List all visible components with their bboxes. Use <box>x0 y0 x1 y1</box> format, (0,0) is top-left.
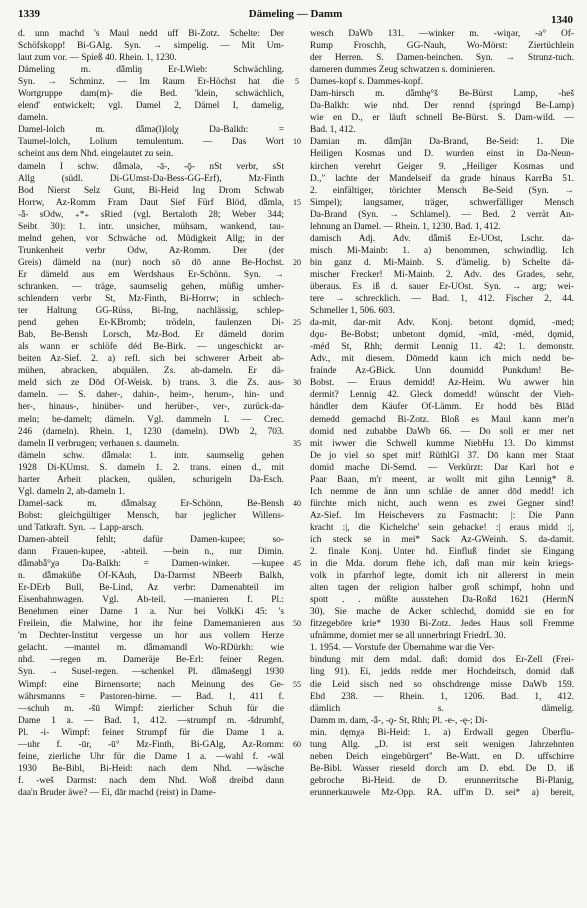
text-line: Damel-lolch m. dǟmǝ(l)lol̥χ Da-Balkh: = <box>18 125 284 136</box>
text-line: dameln I schw. dǟmǝlǝ, -ā-, -ǭ- nSt verbr, sSt <box>18 161 284 172</box>
text-line: dǫu- Be-Bobst; unbetont dǫmíd, -mīd, -méd, dǫmid, <box>310 330 574 341</box>
right-column <box>310 28 574 799</box>
text-line: Greis) dämeld na (nur) noch sō dō anne Be-Hochst. <box>18 257 284 268</box>
line-number: 10 <box>293 137 301 147</box>
text-line: der Herren. S. Damen-beinchen. Syn. → Strunz-tuch. <box>310 53 574 64</box>
text-line: min. dęmχǝ Bi-Heid: 1. a) Erdwall gegen Überflu- <box>310 727 574 738</box>
text-line: D.," lachte der Mandelseif da grade hinaus KarrBa 51. <box>310 173 574 184</box>
text-line: melnd gehen, vor Schwäche od. Müdigkeit Allg; in der <box>18 233 284 244</box>
text-line: Damm m. dam, -ǟ-, -ǫ- St, Rhh; Pl. -e-, -ę-; Di- <box>310 715 488 726</box>
line-number: 60 <box>293 739 301 749</box>
text-line: Rump Froschh, GG-Nauh, Wo-Mörst: Ziertüchlein <box>310 41 574 52</box>
text-line: Wortgruppe dam(m)- die Bed. 'klein, schwächlich, <box>18 89 284 100</box>
text-line: Benehmen einer Dame 1 a. Nur bei VolkKi 45: 's <box>18 607 284 618</box>
text-line: dameln II verbrugen; verhauen s. daumeln. <box>18 438 180 449</box>
text-line: in die Mda. dorum flehe ich, daß man mir kein kriegs- <box>310 559 574 570</box>
text-line: 2. einfältiger, törichter Mensch Be-Seid (Syn. → <box>310 185 574 196</box>
text-line: Dämeling m. dǟmliŋ Er-LWieb: Schwächling. <box>18 65 284 76</box>
text-line: tung Allg. „D. ist erst seit wenigen Jahrzehnten <box>310 739 574 750</box>
text-line: 1. 1954. — Vorstufe der Übernahme war die Ver- <box>310 643 495 654</box>
text-line: als wann er schlöfe déd Be-Birk. — ungeschickt ar- <box>18 342 284 353</box>
text-line: ufnämme, domiet mer se all unnerbringt FriedrL 30. <box>310 631 506 642</box>
text-line: schlendern verbr St, Mz-Finth, Bi-Horrw; in schlech- <box>18 294 284 305</box>
text-line: pend gehen Er-KBromb; trödeln, faulenzen Di- <box>18 318 284 329</box>
text-line: Simpel); langsamer, träger, schwerfälliger Mensch <box>310 197 574 208</box>
text-line: da-mit, dar-mit Adv. Konj. betont dǫmíd, -med; <box>310 318 574 329</box>
text-line: spott . . müßte ausstehen Da-Roßd 1621 (HermN <box>310 595 574 606</box>
text-line: Bobst. — Eraus demidd! Az-Heim. Wu awwer hin <box>310 378 574 389</box>
text-line: Horrw, Az-Romm Fram Daut Sief Fürf Blöd, dǟmlǝ, <box>18 197 284 208</box>
text-line: —schuh m. -šū Wimpf: zierlicher Schuh für die <box>18 703 284 714</box>
text-line: überaus. Es iß d. sauer Er-UOst. Syn. → arg; wei- <box>310 281 574 292</box>
text-line: dämlich s. dämelig. <box>310 703 574 714</box>
text-line: tere → schrecklich. — Bad. 1, 412. Fischer 2, 44. <box>310 294 574 305</box>
text-line: Da-Balkh: wie nhd. Der rennd (springd Be-Lamp) <box>310 101 574 112</box>
text-line: 1928 Di-KUmst. S. dameln 1. 2. trans. einen d., mit <box>18 462 284 473</box>
text-line: elend' entwickelt; vgl. Damel 2, Dämel I, damelig, <box>18 101 284 112</box>
page-header <box>18 8 573 24</box>
text-line: Ebd 238. — Rhein. 1, 1206. Bad. 1, 412. <box>310 691 574 702</box>
text-line: Be-Bibl. Wasser rieseld dorch am D. ebd. De D. iß <box>310 763 574 774</box>
page-number-left: 1339 <box>18 8 40 20</box>
text-line: Bad. 1, 412. <box>310 125 356 136</box>
text-line: her-, hinaus-, hinüber- und herüber-, ver-, zurück-da- <box>18 402 284 413</box>
text-line: Eisenbahnwagen. Vgl. Ab-teil. —manieren f. Pl.: <box>18 595 284 606</box>
page-number-right: 1340 <box>551 14 573 26</box>
text-line: wie en D., er läuft schnell Be-Bürst. S. Dam-wild. — <box>310 113 574 124</box>
text-line: 30). Sie mache de Acker schlechd, domidd sie en for <box>310 607 574 618</box>
text-line: Bod Nierst Selz Gunt, Bi-Heid Ing Drom Schwab <box>18 185 284 196</box>
line-number: 45 <box>293 559 301 569</box>
text-line: Ich nemme de änn unn schläe de anner dōd medd! ich <box>310 486 574 497</box>
text-line: nhd. —regen m. Dameräje Be-Erl: feiner Regen. <box>18 655 284 666</box>
text-line: bin ganz d. Mi-Mainb. S. d'ämelig. b) Schelte dä- <box>310 257 574 268</box>
text-line: Freilein, die Malwine, hor ihr feine Damemanieren aus <box>18 619 284 630</box>
text-line: Az-Sief. Im Heischevers zu Fastnacht: |: Die Pann <box>310 510 574 521</box>
text-line: ter Haltung GG-Rüss, Bi-Ing, nachlässig, schlep- <box>18 306 284 317</box>
text-line: Damen-abteil fehlt; dafür Damen-kupee; so- <box>18 534 284 545</box>
text-line: n. dǟmǝküḃe Of-KAuh, Da-Darmst NBeerb Balkh, <box>18 571 284 582</box>
text-line: mischer Frecker! Mi-Mainb. 2. Adv. des Grades, sehr, <box>310 269 574 280</box>
line-number: 55 <box>293 679 301 689</box>
text-line: Er dämeld aus em Werdshaus Er-Schönn. Syn. → <box>18 269 284 280</box>
text-line: fürchte mich nicht, auch wenn es zwei Gegner sind! <box>310 498 574 509</box>
text-line: daa'n Bruder äwe? — Ei, dār machd (reist) in Dame- <box>18 787 216 798</box>
text-line: alten tagen der religion halber groß schimpf, hohn und <box>310 583 574 594</box>
text-line: misch Mi-Mainb: 1. a) benommen, schwindlig. Ich <box>310 245 574 256</box>
text-line: meln; be-damelt; dämeln. Vgl. dammeln I. — Crec. <box>18 414 284 425</box>
text-line: demedd gemachd Bi-Zotz. Bloß es Maul kann mer'n <box>310 414 574 425</box>
text-line: und Tatkraft. Syn. → Lapp-arsch. <box>18 522 144 533</box>
text-line: volk in pfarrhof legte, domit ich nit allererst in mein <box>310 571 574 582</box>
text-line: Dam-hirsch m. dǟmhę°š Be-Bürst Lamp, -heš <box>310 89 574 100</box>
text-line: Adv., mit diesem. Dōmedd kann ich mich nedd be- <box>310 354 574 365</box>
text-line: —uhr f. -ūr, -ū° Mz-Finth, Bi-GAlg, Az-Romm: <box>18 739 284 750</box>
text-line: gelacht. —mantel m. dǟmǝmandl Wo-RDürkh: wie <box>18 643 284 654</box>
text-line: Wimpf: eine Birnensorte; nach Meinung des Ge- <box>18 679 284 690</box>
text-line: domid ned zubabbe DaWb 66. — Do soll er mer net <box>310 426 574 437</box>
text-line: gebroche Bi-Heid. de D. erunnerritsche Bi-Planig, <box>310 775 574 786</box>
text-line: dermit? Lennig 42. Gleck domedd! wünscht der Vieh- <box>310 390 574 401</box>
text-line: kirchen verehrt Geiger 9. „Heiliger Kosmas und <box>310 161 574 172</box>
text-line: Allg (südl. Di-GUmst-Da-Bess-GG-Erf), Mz-Finth <box>18 173 284 184</box>
line-number: 25 <box>293 318 301 328</box>
line-number: 15 <box>293 197 301 207</box>
text-line: Damian m. dǟmǰān Da-Brand, Be-Seid: 1. Die <box>310 137 574 148</box>
line-number: 40 <box>293 498 301 508</box>
running-title: Dämeling — Damm <box>248 8 343 20</box>
text-line: ling 91). Ei, jedds redde mer Hochdeitsch, domid daß <box>310 667 574 678</box>
text-line: De jo viel so spet mit! RüthlGl 37. Dō kann mer Staat <box>310 450 574 461</box>
text-line: Schöfskopp! Bi-GAlg. Syn. → simpelig. — Mit Um- <box>18 41 284 52</box>
text-line: Heiligen Kosmas und D. wurden einst in Da-Neun- <box>310 149 574 160</box>
text-line: f. -weš Darmst: nach dem Nhd. Woß dreibd dann <box>18 775 284 786</box>
text-line: dameln. — S. daher-, dahin-, heim-, herum-, hin- und <box>18 390 284 401</box>
text-line: domid mache Di-Semd. — Verkürzt: Dar Karl hot e <box>310 462 574 473</box>
text-line: -ǟ- sOdw, ₊*₊ sRied (vgl. Bertaloth 28; Weber 344; <box>18 209 284 220</box>
text-line: meld sich ze Dōd Of-Weisk. b) trans. 3. die Zs. aus- <box>18 378 284 389</box>
text-line: Da-Brand (Syn. → Schlamel). — Bed. 2 verrät An- <box>310 209 574 220</box>
text-line: scheint aus dem Nhd. eingelautet zu sein. <box>18 149 174 160</box>
text-line: dann Frauen-kupee, -abteil. —bein n., nur Dimin. <box>18 547 284 558</box>
text-line: -méd St, Rhh; dermit Lennig 11. 42: 1. demonstr. <box>310 342 574 353</box>
text-line: bindung mit dem mdal. daß: domid dos Er-Zell (Frei- <box>310 655 574 666</box>
text-line: Bobst: gleichgültiger Mensch, bar jeglicher Willens- <box>18 510 284 521</box>
text-line: Taumel-lolch, Lolium temulentum. — Das Wort <box>18 137 284 148</box>
text-line: 2. finale Konj. Unter hd. Einfluß findet sie Eingang <box>310 547 574 558</box>
text-line: 'm Dechter-Institut vergesse un hor aus vollem Herze <box>18 631 284 642</box>
text-line: d. unn machd 's Maul nedd uff Bi-Zotz. Schelte: Der <box>18 29 284 39</box>
text-line: Schmeller 1, 506. 603. <box>310 306 395 317</box>
text-line: mühen, abracken, abquälen. Zs. ab-dameln. Er dä- <box>18 366 284 377</box>
text-line: dameln. <box>18 113 48 124</box>
left-column <box>18 28 284 799</box>
text-line: Vgl. dameln 2, ab-dameln 1. <box>18 486 126 497</box>
text-line: Seibt 30): 1. intr. unsicher, mühsam, wankend, tau- <box>18 221 284 232</box>
line-number: 5 <box>295 77 299 87</box>
text-line: ich steck se in mei* Sack Az-GWeinh. S. da-damit. <box>310 534 574 545</box>
text-line: Syn. → Schminz. — Im Raum Er-Höchst hat die <box>18 77 284 88</box>
text-line: Paar Baan, m'r meent, ar wollt mit gihn Lennig* 8. <box>310 474 574 485</box>
text-line: wesch DaWb 131. —winker m. -wiŋǝr, -ǝ° Of- <box>310 29 574 39</box>
text-line: Damel-sack m. dǟmǝlsaχ Er-Schönn, Be-Bensh <box>18 498 284 509</box>
text-line: lehnung an Damel. — Rhein. 1, 1230. Bad. 1, 412. <box>310 221 501 232</box>
text-line: Syn. → Susel-regen. —schenkel Pl. dǟmǝšeŋgl 1930 <box>18 667 284 678</box>
text-line: dameren dummes Zeug schwatzen s. dominieren. <box>310 65 496 76</box>
line-number: 50 <box>293 619 301 629</box>
text-line: mit iwwer die Schwell kumme NiebHu 13. Do kimmst <box>310 438 574 449</box>
text-line: händler dem Käufer Of-Lämm. Er hodd bēs Blād <box>310 402 574 413</box>
text-line: damisch Adj. Adv. dǟmiš Er-UOst, Lschr. da- <box>310 233 574 244</box>
text-line: dämeln schw. dǟmǝlǝ: 1. intr. saumselig gehen <box>18 450 284 461</box>
text-line: kracht :|, die Kichelche' sein gebacke! :| eraus midd :|, <box>310 522 574 533</box>
text-line: dǟmǝbǟ°χǝ Da-Balkh: = Damen-winker. —kupee <box>18 559 284 570</box>
text-line: erunnerkauwele Mz-Opp. RA. uff'm D. sei* a) bereit, <box>310 787 574 798</box>
text-line: 246 (dameln). Rhein. 1, 1230 (dameln). DWb 2, 703. <box>18 426 284 437</box>
text-line: fraínde Az-GBick. Unn doumidd Punkdum! Be- <box>310 366 574 377</box>
text-line: Dame 1 a. — Bad. 1, 412. —strumpf m. -šdrumbf, <box>18 715 284 726</box>
text-line: beiten Az-Sief. 2. a) refl. sich bei schwerer Arbeit ab- <box>18 354 284 365</box>
text-line: Bab, Be-Bensh Lorsch, Mz-Bod. Er dämeld dorim <box>18 330 284 341</box>
text-line: fitzegebōre krie* 1930 Bi-Zotz. Jedes Haus soll Fremme <box>310 619 574 630</box>
text-line: Dames-kopf s. Dammes-kopf. <box>310 77 423 88</box>
text-line: Er-DErb Bull, Be-Lind, Az verbr: Damenabteil im <box>18 583 284 594</box>
text-line: Pl. -i- Wimpf: feiner Strumpf für die Dame 1 a. <box>18 727 284 738</box>
line-number: 30 <box>293 378 301 388</box>
text-line: laut zum vor. — Spieß 40. Rhein. 1, 1230. <box>18 53 177 64</box>
text-line: feine, zierliche Uhr für die Dame 1 a. —wahl f. -wāl <box>18 751 284 762</box>
text-line: harter Arbeit placken, quälen, schurigeln Da-Esch. <box>18 474 284 485</box>
text-line: neben Deich eingebürgert" Be-Watt. en D. uffschirre <box>310 751 574 762</box>
text-line: Trunkenheit verbr Odw, Az-Romm. Der (der <box>18 245 284 256</box>
line-number: 20 <box>293 257 301 267</box>
text-line: währsmanns = Pastoren-birne. — Bad. 1, 411 f. <box>18 691 284 702</box>
text-line: schranken. — träge, saumselig gehen, müßig umher- <box>18 281 284 292</box>
text-line: 1930 Be-Bibl, Bi-Heid: nach dem Nhd. —wäsche <box>18 763 284 774</box>
text-line: die Leid sisch ned so ohschdrenge misse DaWb 159. <box>310 679 574 690</box>
line-number: 35 <box>293 438 301 448</box>
